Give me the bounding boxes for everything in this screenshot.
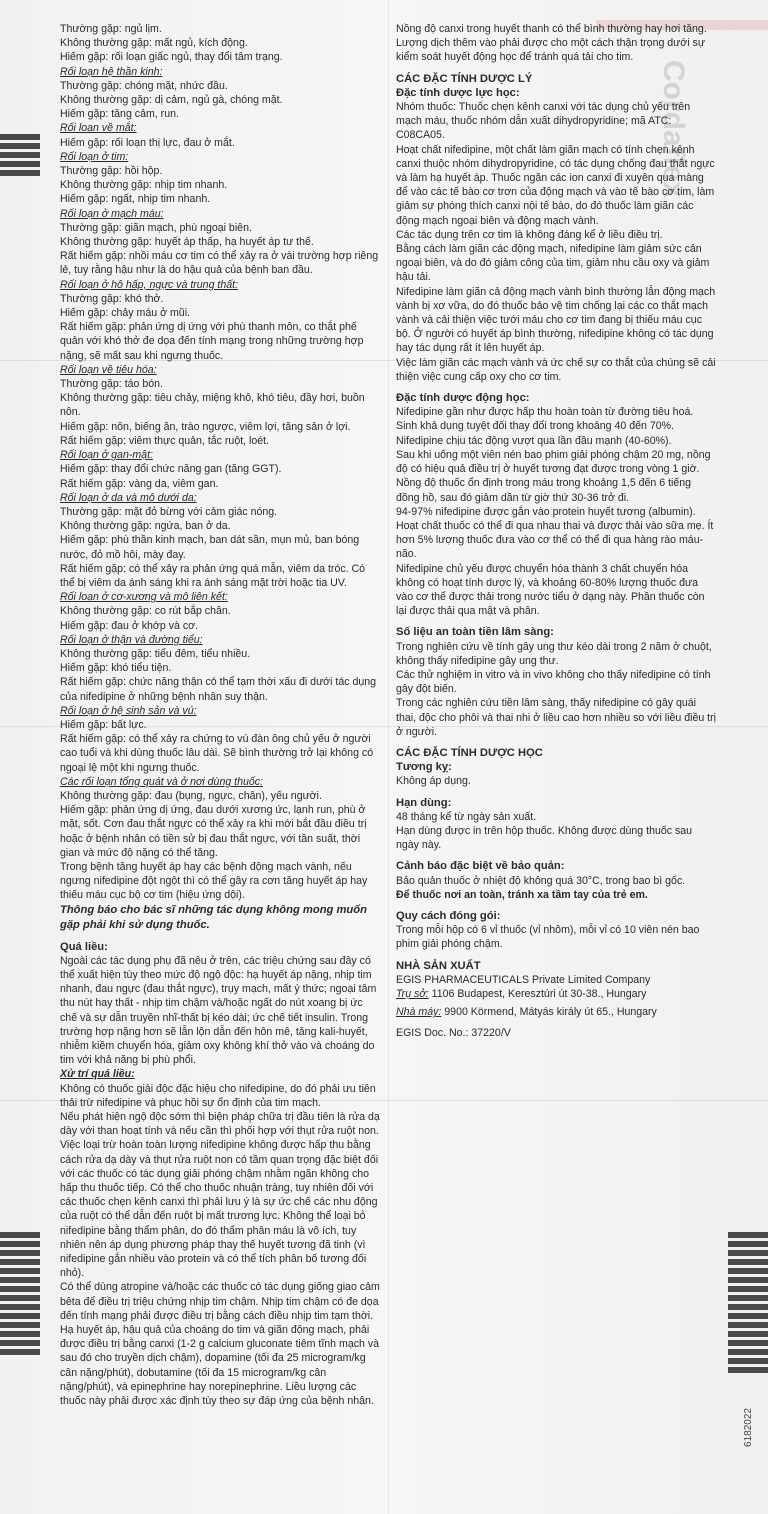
text-line: Hiếm gặp: khó tiểu tiện. bbox=[60, 662, 172, 675]
text-line: Rất hiếm gặp: chức năng thận có thể tạm thời xấu đi dưới tác dụng của nifedipine ở những bệnh nhân suy thận. bbox=[60, 676, 377, 703]
section-heading: Rối loạn ở hô hấp, ngực và trung thất: bbox=[60, 278, 239, 291]
text-line: Hạn dùng được in trên hộp thuốc. Không được dùng thuốc sau ngày này. bbox=[396, 824, 693, 852]
text-line: Nếu phát hiện ngộ độc sớm thì biện pháp chữa trị đầu tiên là rửa dạ dày với than hoạt tính và nếu cần thì phối hợp với thụt rửa ruột non. bbox=[60, 1111, 380, 1138]
text-line: Hiếm gặp: rối loạn thị lực, đau ở mắt. bbox=[60, 136, 235, 149]
text-line: Sau khi uống một viên nén bao phim giải phóng chậm 20 mg, nồng độ có hiệu quả điều trị ở huyết tương đạt được trong vòng 1 giờ. Nồng độ thuốc ổn định trong máu trong khoảng 1,5 đến 6 tiếng đồng hồ, sau đó giảm dần từ giờ thứ 30-36 trở đi. bbox=[396, 448, 711, 504]
section-heading: Rối loạn ở da và mô dưới da: bbox=[60, 491, 197, 504]
section-heading: Rối loạn ở mạch máu: bbox=[60, 207, 164, 220]
text-line: Hiếm gặp: chảy máu ở mũi. bbox=[60, 307, 191, 320]
text-line: Hạ huyết áp, hậu quả của choáng do tim và giãn động mạch, phải được điều trị bằng canxi (1-2 g calcium gluconate tiêm tĩnh mạch và sau đó cho truyền dịch chậm), dopamine (tối đa 25 microgram/kg cân nặng/phút), dobutamine (tối đa 15 microgram/kg cân nặng/phút), và epinephrine hay norepinephrine. Liều lượng các thuốc này phải được xác định tùy theo sự đáp ứng của bệnh nhân. bbox=[60, 1324, 380, 1408]
text-line: Rất hiếm gặp: nhồi máu cơ tim có thể xảy ra ở vài trường hợp riêng lẻ, tuy rằng hậu như là do hậu quả của bệnh ban đầu. bbox=[60, 250, 379, 277]
text-line: Rất hiếm gặp: có thể xảy ra phản ứng quá mẫn, viêm da tróc. Có thể bị viêm da ánh sáng khi ra ánh sáng mặt trời hoặc tia UV. bbox=[60, 562, 366, 589]
child-safety-warning: Để thuốc nơi an toàn, tránh xa tầm tay của trẻ em. bbox=[396, 888, 648, 901]
text-line: Rất hiếm gặp: phản ứng dị ứng với phù thanh môn, co thắt phế quản với khó thở đe dọa đến tính mạng trong những trường hợp nặng, sẽ mất sau khi ngưng thuốc. bbox=[60, 321, 364, 362]
text-line: Bảo quản thuốc ở nhiệt độ không quá 30°C, trong bao bì gốc. bbox=[396, 874, 686, 887]
text-line: Không áp dụng. bbox=[396, 775, 471, 788]
text-line: Không thường gặp: nhịp tim nhanh. bbox=[60, 179, 228, 192]
text-line: Thường gặp: mặt đỏ bừng với cảm giác nóng. bbox=[60, 505, 278, 518]
text-line: Rất hiếm gặp: có thể xảy ra chứng to vú đàn ông chủ yếu ở người cao tuổi và khi dùng thuốc lâu dài. Sẽ bình thường trở lại không có ngoại lệ một khi ngưng thuốc. bbox=[60, 733, 374, 774]
vertical-print-code: 6182022 bbox=[743, 1408, 754, 1447]
address-label: Nhà máy: bbox=[396, 1006, 442, 1019]
text-line: Hiếm gặp: thay đổi chức năng gan (tăng GGT). bbox=[60, 463, 282, 476]
text-line: Thường gặp: táo bón. bbox=[60, 378, 163, 391]
text-line: Hiếm gặp: bất lực. bbox=[60, 718, 147, 731]
text-line: Nồng độ canxi trong huyết thanh có thể bình thường hay hơi tăng. bbox=[396, 23, 707, 35]
section-heading-overdose: Quá liều: bbox=[60, 940, 108, 953]
section-heading: Rối loạn về tiêu hóa: bbox=[60, 363, 157, 376]
text-line: Không có thuốc giải độc đặc hiệu cho nifedipine, do đó phải ưu tiên thải trừ nifedipine và phục hồi sự ổn định của tim mạch. bbox=[60, 1082, 376, 1109]
section-heading: Rối loạn ở cơ-xương và mô liên kết: bbox=[60, 591, 228, 604]
margin-marks-left bbox=[0, 134, 40, 179]
text-line: 94-97% nifedipine được gắn vào protein huyết tương (albumin). bbox=[396, 505, 696, 518]
text-line: Nifedipine chủ yếu được chuyển hóa thành 3 chất chuyển hóa không có hoạt tính dược lý, và khoảng 60-80% lượng thuốc đưa vào cơ thể được thải trong nước tiểu ở dạng này. Phần thuốc còn lại được thải qua mật và phân. bbox=[396, 562, 705, 618]
text-line: Không thường gặp: đau (bụng, ngực, chân), yếu người. bbox=[60, 789, 322, 802]
headquarters-address bbox=[396, 987, 716, 1001]
text-line: Có thể dùng atropine và/hoặc các thuốc có tác dụng giống giao cảm bêta để điều trị triệu chứng nhịp tim chậm. Nhịp tim chậm có đe dọa đến tính mạng phải được điều trị bằng cách điều nhịp tim tạm thời. bbox=[60, 1281, 380, 1322]
factory-address bbox=[396, 1005, 716, 1019]
subheading-pharmacodynamics: Đặc tính dược lực học: bbox=[396, 86, 520, 99]
text-line: 48 tháng kể từ ngày sản xuất. bbox=[396, 810, 537, 823]
text-line: Hiếm gặp: tăng cảm, run. bbox=[60, 108, 179, 121]
section-heading: Rối loạn ở gan-mật: bbox=[60, 449, 153, 462]
text-line: Các thử nghiệm in vitro và in vivo không cho thấy nifedipine có tính gây đột biến. bbox=[396, 668, 711, 696]
subheading-shelf-life: Hạn dùng: bbox=[396, 796, 452, 809]
text-line: Nhóm thuốc: Thuốc chẹn kênh canxi với tác dụng chủ yếu trên mạch máu, thuốc nhóm dẫn xuất dihydropyridine; mã ATC: C08CA05. bbox=[396, 101, 691, 142]
text-line: Hoạt chất nifedipine, một chất làm giãn mạch có tính chẹn kênh canxi thuộc nhóm dihydropyridine, có tác dụng chống đau thắt ngực và làm hạ huyết áp. Thuốc ngăn các ion canxi đi xuyên qua màng để vào các tế bào cơ trơn của động mạch và vào tế bào cơ tim, làm giảm sự phóng thích canxi nội tế bào, do đó thuốc làm giãn các động mạch ngoại biên và động mạch vành. bbox=[396, 143, 715, 227]
subheading-storage: Cảnh báo đặc biệt về bảo quản: bbox=[396, 860, 565, 873]
text-line: Không thường gặp: ngứa, ban ở da. bbox=[60, 520, 231, 533]
text-line: Thường gặp: ngủ lịm. bbox=[60, 23, 162, 35]
bleed-through-brand: Cordaflex bbox=[657, 60, 690, 199]
text-line: Hiếm gặp: phù thần kinh mạch, ban dát sần, mụn mủ, ban bóng nước, đỏ mồ hôi, mày đay. bbox=[60, 534, 360, 561]
text-line: Không thường gặp: tiểu đêm, tiểu nhiều. bbox=[60, 647, 251, 660]
section-heading-pharmacology: CÁC ĐẶC TÍNH DƯỢC LÝ bbox=[396, 72, 533, 85]
right-column bbox=[396, 22, 716, 1041]
address-text: 1106 Budapest, Keresztúri út 30-38., Hungary bbox=[428, 988, 647, 1000]
text-line: Nifedipine gần như được hấp thu hoàn toàn từ đường tiêu hoá. Sinh khả dụng tuyệt đối thay đổi trong khoảng 40 đến 70%. Nifedipine chịu tác động vượt qua lần đầu mạnh (40-60%). bbox=[396, 406, 694, 447]
margin-marks-right bbox=[728, 1232, 768, 1376]
subheading-pharmacokinetics: Đặc tính dược động học: bbox=[396, 392, 530, 405]
text-line: Không thường gặp: co rút bắp chân. bbox=[60, 605, 231, 618]
text-line: Nifedipine làm giãn cả động mạch vành bình thường lẫn động mạch vành bị xơ vữa, do đó thuốc bảo vệ tim chống lại các co thắt mạch vành và cải thiện việc tưới máu cho cơ tim đang bị thiếu máu cục bộ. Ở người có huyết áp bình thường, nifedipine không có tác dụng hay tác dụng rất ít lên huyết áp. bbox=[396, 285, 716, 355]
section-heading-pharmaceutical: CÁC ĐẶC TÍNH DƯỢC HỌC bbox=[396, 746, 543, 759]
text-line: Trong các nghiên cứu tiền lâm sàng, thấy nifedipine có gây quái thai, độc cho phôi và thai nhi ở liều cao hơn nhiều so với liều điều trị ở người. bbox=[396, 697, 717, 738]
section-heading-manufacturer: NHÀ SẢN XUẤT bbox=[396, 959, 481, 972]
section-heading: Rối loạn về mắt: bbox=[60, 122, 137, 135]
margin-marks-left-bottom bbox=[0, 1232, 40, 1358]
text-line: Bằng cách làm giãn các động mạch, nifedipine làm giảm sức cản ngoại biên, và do đó giảm công của tim, giảm nhu cầu oxy và giảm hậu tải. bbox=[396, 243, 710, 284]
text-line: Hiếm gặp: đau ở khớp và cơ. bbox=[60, 619, 199, 632]
fold-line bbox=[388, 0, 389, 1514]
text-line: Ngoài các tác dụng phụ đã nêu ở trên, các triệu chứng sau đây có thể xuất hiện tùy theo mức độ ngộ độc: hạ huyết áp nặng, nhịp tim nhanh, đau ngực (đau thắt ngực), trụy mạch, mất ý thức; ngoại tâm thu nút hay thất - nhịp tim chậm và/hoặc ngất do nút xoang bị ức chế và sự dẫn truyền nhĩ-thất bị kéo dài; ức chế tiết insulin. Trong trường hợp nặng hơn sẽ lẫn lộn dẫn đến hôn mê, tăng kali-huyết, nhiễm kiềm chuyển hóa, giảm oxy không khí thở vào và choáng do tim với khả năng bị phù phổi. bbox=[60, 954, 377, 1067]
section-heading: Rối loạn ở thận và đường tiểu: bbox=[60, 633, 203, 646]
section-heading: Các rối loạn tổng quát và ở nơi dùng thuốc: bbox=[60, 775, 264, 788]
section-heading: Rối loạn hệ thần kinh: bbox=[60, 65, 163, 78]
text-line: Hiếm gặp: rối loạn giấc ngủ, thay đổi tâm trạng. bbox=[60, 51, 283, 64]
text-line: Trong nghiên cứu về tính gây ung thư kéo dài trong 2 năm ở chuột, không thấy nifedipine gây ung thư. bbox=[396, 640, 712, 667]
text-line: Thường gặp: khó thở. bbox=[60, 292, 164, 305]
address-label: Trụ sở: bbox=[396, 988, 429, 1000]
text-line: Hoạt chất thuốc có thể đi qua nhau thai và được thải vào sữa mẹ. Ít hơn 5% lượng thuốc đưa vào cơ thể có thể đi qua hàng rào máu-não. bbox=[396, 519, 714, 561]
text-line: Trong bệnh tăng huyết áp hay các bệnh động mạch vành, nếu ngưng nifedipine đột ngột thì có thể gây ra cơn tăng huyết áp hay thiếu máu cục bộ cơ tim (hiệu ứng dội). bbox=[60, 860, 368, 902]
text-line: Hiếm gặp: nôn, biếng ăn, trào ngược, viêm lợi, tăng sản ở lợi. bbox=[60, 420, 351, 433]
text-line: Thường gặp: hồi hộp. bbox=[60, 165, 163, 178]
text-line: Việc làm giãn các mạch vành và ức chế sự co thắt của chúng sẽ cải thiện việc cung cấp oxy cho cơ tim. bbox=[396, 356, 716, 383]
section-heading: Rối loạn ở hệ sinh sản và vú: bbox=[60, 704, 197, 717]
text-line: Hiếm gặp: ngất, nhịp tim nhanh. bbox=[60, 193, 211, 206]
text-line: Việc loại trừ hoàn toàn lượng nifedipine không được hấp thu bằng cách rửa dạ dày và thụt rửa ruột non có tầm quan trọng đặc biệt đối với các thuốc có tác dụng giải phóng chậm nhằm ngăn không cho hấp thu thuốc tiếp. Có thể cho thuốc nhuận tràng, tuy nhiên đối với các thuốc chẹn kênh canxi thì phải lưu ý là sự ức chế các nhu động của ruột có thể dẫn đến ruột bị mất trương lực. Không thể loại bỏ nifedipine bằng thẩm phân, do đó thẩm phân máu là vô ích, tuy nhiên nên áp dụng phương pháp thay thế huyết tương đã tinh (vì nifedipine gắn nhiều vào protein và có thể tích phân bố tương đối nhỏ). bbox=[60, 1139, 379, 1280]
manufacturer-name: EGIS PHARMACEUTICALS Private Limited Company bbox=[396, 973, 651, 986]
text-line: Rất hiếm gặp: viêm thực quản, tắc ruột, loét. bbox=[60, 434, 270, 447]
section-heading-treatment: Xử trí quá liều: bbox=[60, 1068, 135, 1081]
text-line: Các tác dụng trên cơ tim là không đáng kể ở liều điều trị. bbox=[396, 228, 663, 241]
subheading-packaging: Quy cách đóng gói: bbox=[396, 909, 501, 922]
text-line: Không thường gặp: mất ngủ, kích động. bbox=[60, 37, 248, 50]
text-line: Trong mỗi hộp có 6 vỉ thuốc (vỉ nhôm), mỗi vỉ có 10 viên nén bao phim giải phóng chậm. bbox=[396, 924, 700, 951]
text-line: Không thường gặp: huyết áp thấp, hạ huyết áp tư thế. bbox=[60, 236, 314, 249]
document-number: EGIS Doc. No.: 37220/V bbox=[396, 1027, 511, 1040]
text-line: Thường gặp: chóng mặt, nhức đầu. bbox=[60, 79, 228, 92]
report-notice: Thông báo cho bác sĩ những tác dụng không mong muốn gặp phải khi sử dụng thuốc. bbox=[60, 903, 367, 931]
text-line: Thường gặp: giãn mạch, phù ngoại biên. bbox=[60, 221, 252, 234]
text-line: Rất hiếm gặp: vàng da, viêm gan. bbox=[60, 477, 219, 490]
left-column bbox=[60, 22, 382, 1408]
text-line: Hiếm gặp: phản ứng dị ứng, đau dưới xương ức, lạnh run, phù ở mặt, sốt. Cơn đau thắt ngực có thể xảy ra khi mới bắt đầu điều trị hoặc ở bệnh nhân có tiền sử bị đau thắt ngực, với tần suất, thời gian và mức độ nặng có thể tăng. bbox=[60, 804, 367, 859]
text-line: Không thường gặp: tiêu chảy, miệng khô, khó tiêu, đầy hơi, buồn nôn. bbox=[60, 392, 365, 419]
text-line: Không thường gặp: dị cảm, ngủ gà, chóng mặt. bbox=[60, 94, 283, 107]
subheading-incompatibilities: Tương kỵ: bbox=[396, 761, 452, 774]
text-line: Lượng dịch thêm vào phải được cho một cách thận trọng dưới sự kiểm soát huyết động học để tránh quá tải cho tim. bbox=[396, 37, 705, 64]
section-heading: Rối loạn ở tim: bbox=[60, 150, 129, 163]
address-text: 9900 Körmend, Mátyás király út 65., Hungary bbox=[441, 1006, 657, 1019]
subheading-preclinical-safety: Số liệu an toàn tiền lâm sàng: bbox=[396, 626, 554, 639]
